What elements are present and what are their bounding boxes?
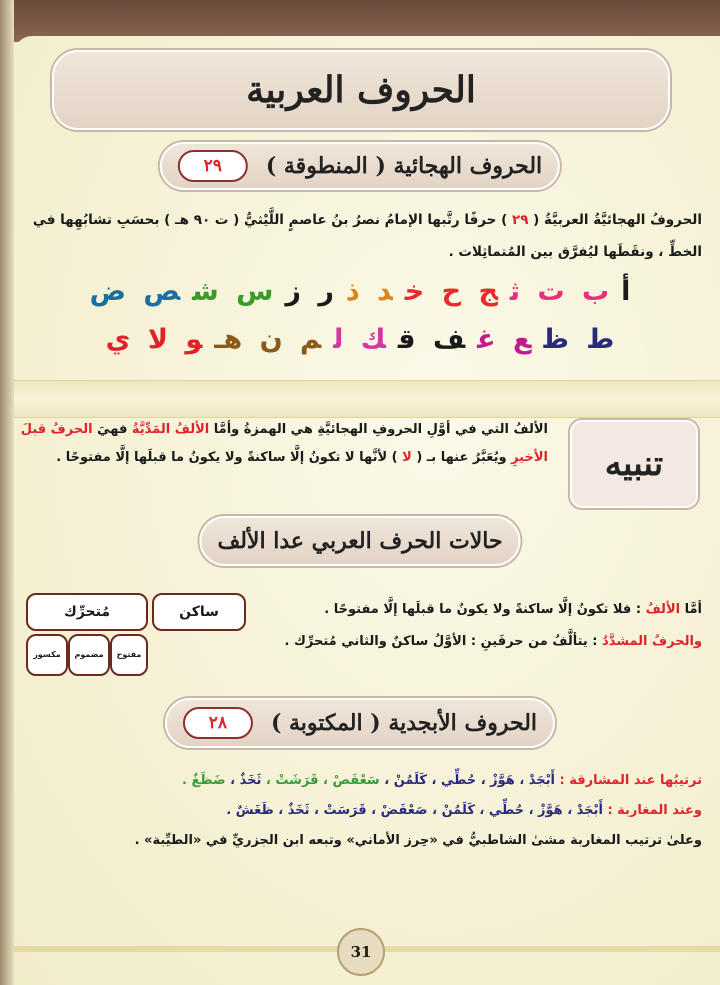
paragraph-intro: الحروفُ الهجائيَّةُ العربيَّةُ ( ٢٩ ) حرفًا رتَّبها الإمامُ نصرُ بنُ عاصمٍ اللَّيْثيُّ ( ت ٩٠ هـ ) بحسَبِ تشابُهِها في الخطِّ ، ونقَطَها ليُفرَّق بين المُتماثِلات .	[32, 212, 702, 260]
letter-group: م ن هـ	[214, 324, 322, 355]
letter-count-badge: ٢٨	[183, 707, 253, 739]
letter-group: أ	[621, 276, 631, 307]
intro-block	[0, 204, 720, 364]
section-heading-states: حالات الحرف العربي عدا الألف	[199, 516, 520, 566]
letters-row-1	[0, 268, 720, 316]
letter-group: ك ل	[333, 324, 386, 355]
box-maftuh: مفتوح	[110, 634, 148, 676]
abjad-paragraph: ترتيبُها عند المشارقة : أَبْجَدْ ، هَوَّزْ ، حُطِّي ، كَلَمُنْ ، سَعْفَصْ ، قَرَشَتْ ، ثَخَذٌ ، ضَظَغٌ . وعند المغاربة : أَبْجَدْ ، هَوَّزْ ، حُطِّي ، كَلَمُنْ ، صَعْفَضْ ، قَرَسَتْ ، ثَخَذٌ ، ظَغَشٌ . وعلىٰ ترتيب المغاربة مشىٰ الشاطبيُّ في «حِرز الأماني» وتبعه ابن الجزريِّ في «الطيِّبة» .	[134, 773, 702, 848]
decorative-band	[14, 380, 720, 418]
page-number: 31	[337, 928, 385, 976]
letter-group: ع غ	[477, 324, 532, 355]
heading-text: الحروف الأبجدية ( المكتوبة )	[270, 710, 538, 736]
letter-group: ص ض	[89, 276, 181, 307]
letter-group: ف ق	[397, 324, 466, 355]
note-paragraph: الألفُ التي في أوَّلِ الحروفِ الهجائيَّةِ هي الهمزةُ وأمَّا الألفُ المَدِّيَّةُ فهيَ الحرفُ قبلَ الأخيرِ ويُعَبَّرُ عنها بـ ( لا ) لأنَّها لا تكونُ إلَّا ساكنةً ولا يكونُ ما قبلَها إلَّا مفتوحًا .	[20, 422, 548, 465]
states-paragraph: أمَّا الألفُ : فلا تكونُ إلَّا ساكنةً ولا يكونُ ما قبلَها إلَّا مفتوحًا . والحرفُ المشدَّدُ : يتألَّفُ من حرفَينِ : الأوَّلُ ساكنٌ والثاني مُتحرِّك .	[284, 602, 702, 649]
letters-row-2	[0, 316, 720, 364]
section-heading-spoken	[160, 142, 560, 190]
letter-group: ج ح خ	[404, 276, 498, 307]
page-title: الحروف العربية	[246, 69, 476, 111]
box-maksur: مكسور	[26, 634, 68, 676]
letter-group: و لا ي	[105, 324, 203, 355]
box-madmum: مضموم	[68, 634, 110, 676]
box-sakin: ساكن	[152, 593, 246, 631]
letter-group: ر ز	[285, 276, 334, 307]
letter-count-badge: ٢٩	[178, 150, 248, 182]
letter-group: ب ت ث	[509, 276, 610, 307]
letter-group: ط ظ	[543, 324, 615, 355]
heading-text: الحروف الهجائية ( المنطوقة )	[265, 153, 543, 179]
letter-group: س ش	[192, 276, 274, 307]
box-mutaharrik: مُتحرِّك	[26, 593, 148, 631]
page-title-banner	[52, 50, 670, 130]
section-heading-written	[165, 698, 555, 748]
note-label-box: تنبيه	[570, 420, 698, 508]
letter-group: د ذ	[345, 276, 393, 307]
